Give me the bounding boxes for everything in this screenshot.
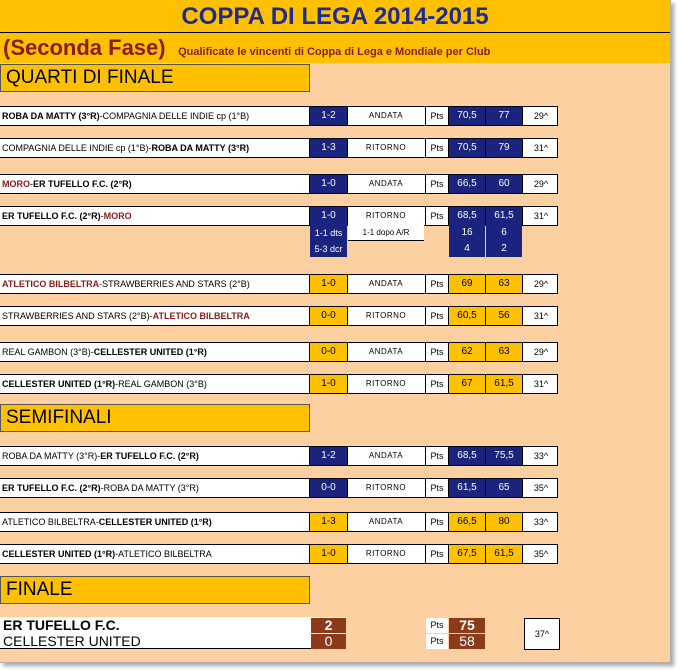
matchday: 29^ xyxy=(533,179,549,189)
cell-divider xyxy=(522,375,523,393)
cell-divider xyxy=(557,107,558,125)
cell-divider xyxy=(557,275,558,293)
cell-divider xyxy=(309,447,310,465)
cell-divider xyxy=(347,513,348,531)
match-row xyxy=(0,106,558,126)
home-points: 68,5 xyxy=(449,447,485,465)
cell-divider xyxy=(522,479,523,497)
away-team: STRAWBERRIES AND STARS (2°B) xyxy=(102,279,250,289)
cell-divider xyxy=(309,375,310,393)
away-points: 61,5 xyxy=(486,545,522,563)
match-teams xyxy=(2,545,307,563)
match-teams xyxy=(2,139,307,157)
final-goals-1: 2 xyxy=(311,618,346,633)
team-separator: - xyxy=(100,211,104,221)
cell-divider xyxy=(522,513,523,531)
cell-divider xyxy=(425,139,426,157)
cell-divider xyxy=(448,479,449,497)
matchday: 29^ xyxy=(533,347,549,357)
match-teams xyxy=(2,275,307,293)
cell-divider xyxy=(448,545,449,563)
match-leg: RITORNO xyxy=(365,549,407,558)
pts-label: Pts xyxy=(430,311,444,321)
team-separator: - xyxy=(149,311,153,321)
match-row xyxy=(0,512,558,532)
match-teams xyxy=(2,107,307,125)
aggregate-note: 1-1 dopo A/R xyxy=(348,225,424,241)
pts-label: Pts xyxy=(430,143,444,153)
home-team: COMPAGNIA DELLE INDIE cp (1°B) xyxy=(2,143,149,153)
match-row xyxy=(0,174,558,194)
away-team: ER TUFELLO F.C. (2°R) xyxy=(33,179,132,189)
pts-label: Pts xyxy=(430,279,444,289)
cell-divider xyxy=(347,479,348,497)
match-row xyxy=(0,274,558,294)
away-points: 80 xyxy=(486,513,522,531)
away-team: CELLESTER UNITED (1°R) xyxy=(98,517,212,527)
home-team: STRAWBERRIES AND STARS (2°B) xyxy=(2,311,150,321)
match-score: 1-0 xyxy=(310,275,347,293)
away-points: 77 xyxy=(486,107,522,125)
phase-label: (Seconda Fase) xyxy=(3,35,166,60)
cell-divider xyxy=(425,513,426,531)
cell-divider xyxy=(448,107,449,125)
away-points: 65 xyxy=(486,479,522,497)
matchday: 31^ xyxy=(533,211,549,221)
home-points: 70,5 xyxy=(449,107,485,125)
home-team: ATLETICO BILBELTRA xyxy=(2,517,96,527)
final-goals-2: 0 xyxy=(311,634,346,649)
cell-divider xyxy=(557,479,558,497)
cell-divider xyxy=(425,447,426,465)
cell-divider xyxy=(309,545,310,563)
cell-divider xyxy=(522,307,523,325)
home-points: 60,5 xyxy=(449,307,485,325)
home-points: 68,5 xyxy=(449,207,485,225)
cell-divider xyxy=(425,375,426,393)
match-leg: RITORNO xyxy=(365,311,407,320)
cell-divider xyxy=(522,343,523,361)
cell-divider xyxy=(522,175,523,193)
cell-divider xyxy=(557,139,558,157)
cell-divider xyxy=(448,513,449,531)
qualification-note: Qualificate le vincenti di Coppa di Lega e Mondiale per Club xyxy=(178,46,491,58)
match-score: 1-2 xyxy=(310,107,347,125)
final-team-1-row xyxy=(0,617,345,633)
match-row xyxy=(0,306,558,326)
cell-divider xyxy=(448,447,449,465)
final-pts-label-2: Pts xyxy=(426,634,448,649)
away-team: ER TUFELLO F.C. (2°R) xyxy=(100,451,199,461)
page-title: COPPA DI LEGA 2014-2015 xyxy=(0,0,670,33)
home-team: ER TUFELLO F.C. (2°R) xyxy=(2,483,101,493)
cell-divider xyxy=(347,343,348,361)
home-team: ROBA DA MATTY (3°R) xyxy=(2,451,98,461)
matchday: 33^ xyxy=(533,517,549,527)
cell-divider xyxy=(309,275,310,293)
cell-divider xyxy=(347,307,348,325)
match-row xyxy=(0,342,558,362)
team-separator: - xyxy=(148,143,152,153)
match-score: 1-2 xyxy=(310,447,347,465)
cell-divider xyxy=(448,139,449,157)
cell-divider xyxy=(309,307,310,325)
away-team: ROBA DA MATTY (3°R) xyxy=(151,143,250,153)
match-leg: RITORNO xyxy=(365,143,407,152)
away-points: 56 xyxy=(486,307,522,325)
cell-divider xyxy=(309,207,310,225)
cell-divider xyxy=(485,175,486,193)
matchday: 29^ xyxy=(533,111,549,121)
home-points: 61,5 xyxy=(449,479,485,497)
away-points: 63 xyxy=(486,275,522,293)
cell-divider xyxy=(522,207,523,225)
match-leg: ANDATA xyxy=(368,179,404,188)
away-team: REAL GAMBON (3°B) xyxy=(118,379,207,389)
away-team: CELLESTER UNITED (1°R) xyxy=(93,347,207,357)
match-teams xyxy=(2,207,307,225)
match-score: 1-3 xyxy=(310,513,347,531)
cell-divider xyxy=(448,207,449,225)
cell-divider xyxy=(425,479,426,497)
match-score: 1-0 xyxy=(310,207,347,225)
pts-label: Pts xyxy=(430,347,444,357)
home-points: 62 xyxy=(449,343,485,361)
match-teams xyxy=(2,175,307,193)
cell-divider xyxy=(309,139,310,157)
away-team: ATLETICO BILBELTRA xyxy=(152,311,250,321)
team-separator: - xyxy=(100,483,104,493)
final-team-1: ER TUFELLO F.C. xyxy=(3,617,120,633)
match-teams xyxy=(2,343,307,361)
section-quarti: QUARTI DI FINALE xyxy=(0,64,310,92)
home-points: 66,5 xyxy=(449,175,485,193)
cell-divider xyxy=(309,343,310,361)
match-teams xyxy=(2,513,307,531)
final-points-1: 75 xyxy=(449,618,485,633)
cell-divider xyxy=(557,375,558,393)
match-teams xyxy=(2,447,307,465)
pts-label: Pts xyxy=(430,451,444,461)
team-separator: - xyxy=(99,111,103,121)
team-separator: - xyxy=(95,517,99,527)
pts-label: Pts xyxy=(430,483,444,493)
cell-divider xyxy=(347,139,348,157)
cell-divider xyxy=(485,375,486,393)
cell-divider xyxy=(448,343,449,361)
team-separator: - xyxy=(30,179,33,189)
match-row xyxy=(0,478,558,498)
extra-points-4: 2 xyxy=(486,241,522,257)
cell-divider xyxy=(309,513,310,531)
cell-divider xyxy=(425,207,426,225)
team-separator: - xyxy=(97,451,101,461)
cell-divider xyxy=(425,175,426,193)
matchday: 31^ xyxy=(533,143,549,153)
pts-label: Pts xyxy=(430,379,444,389)
match-score: 0-0 xyxy=(310,343,347,361)
match-row xyxy=(0,138,558,158)
home-team: ER TUFELLO F.C. (2°R) xyxy=(2,211,101,221)
away-points: 60 xyxy=(486,175,522,193)
cell-divider xyxy=(485,207,486,225)
home-team: ROBA DA MATTY (3°R) xyxy=(2,111,100,121)
matchday: 31^ xyxy=(533,379,549,389)
away-points: 79 xyxy=(486,139,522,157)
match-score: 1-3 xyxy=(310,139,347,157)
cell-divider xyxy=(425,307,426,325)
match-teams xyxy=(2,375,307,393)
cell-divider xyxy=(448,175,449,193)
away-points: 75,5 xyxy=(486,447,522,465)
cell-divider xyxy=(485,447,486,465)
away-points: 61,5 xyxy=(486,207,522,225)
away-team: MORO xyxy=(103,211,132,221)
pts-label: Pts xyxy=(430,111,444,121)
away-team: ATLETICO BILBELTRA xyxy=(118,549,212,559)
extra-points-2: 6 xyxy=(486,225,522,241)
extra-points-3: 4 xyxy=(449,241,485,257)
cell-divider xyxy=(485,545,486,563)
cell-divider xyxy=(522,275,523,293)
cell-divider xyxy=(425,343,426,361)
matchday: 29^ xyxy=(533,279,549,289)
away-points: 63 xyxy=(486,343,522,361)
match-score: 1-0 xyxy=(310,175,347,193)
cell-divider xyxy=(522,139,523,157)
home-points: 67,5 xyxy=(449,545,485,563)
cell-divider xyxy=(347,175,348,193)
team-separator: - xyxy=(99,279,103,289)
home-points: 69 xyxy=(449,275,485,293)
cell-divider xyxy=(309,479,310,497)
home-team: REAL GAMBON (3°B) xyxy=(2,347,91,357)
matchday: 33^ xyxy=(533,451,549,461)
cell-divider xyxy=(557,175,558,193)
match-leg: RITORNO xyxy=(365,483,407,492)
cell-divider xyxy=(557,513,558,531)
match-leg: ANDATA xyxy=(368,347,404,356)
pts-label: Pts xyxy=(430,549,444,559)
final-pts-label-1: Pts xyxy=(426,618,448,633)
cell-divider xyxy=(347,447,348,465)
cell-divider xyxy=(485,343,486,361)
match-row xyxy=(0,206,558,226)
home-team: ATLETICO BILBELTRA xyxy=(2,279,100,289)
away-points: 61,5 xyxy=(486,375,522,393)
cell-divider xyxy=(347,107,348,125)
section-semi: SEMIFINALI xyxy=(0,404,310,432)
home-team: CELLESTER UNITED (1°R) xyxy=(2,379,116,389)
cell-divider xyxy=(557,207,558,225)
cell-divider xyxy=(347,207,348,225)
match-leg: ANDATA xyxy=(368,451,404,460)
team-separator: - xyxy=(115,379,119,389)
cell-divider xyxy=(485,107,486,125)
pts-label: Pts xyxy=(430,211,444,221)
match-leg: ANDATA xyxy=(368,279,404,288)
extra-time-score: 1-1 dts xyxy=(310,225,347,241)
final-team-2-row xyxy=(0,633,345,649)
pts-label: Pts xyxy=(430,179,444,189)
cell-divider xyxy=(557,545,558,563)
cell-divider xyxy=(309,175,310,193)
match-row xyxy=(0,446,558,466)
match-teams xyxy=(2,307,307,325)
matchday: 35^ xyxy=(533,483,549,493)
match-score: 0-0 xyxy=(310,307,347,325)
away-team: COMPAGNIA DELLE INDIE cp (1°B) xyxy=(102,111,250,121)
match-leg: RITORNO xyxy=(365,379,407,388)
match-score: 0-0 xyxy=(310,479,347,497)
cell-divider xyxy=(448,307,449,325)
cell-divider xyxy=(347,375,348,393)
cell-divider xyxy=(309,107,310,125)
cell-divider xyxy=(347,275,348,293)
home-team: MORO xyxy=(2,179,30,189)
cell-divider xyxy=(448,375,449,393)
away-team: ROBA DA MATTY (3°R) xyxy=(103,483,199,493)
cell-divider xyxy=(485,479,486,497)
cell-divider xyxy=(557,343,558,361)
section-finale: FINALE xyxy=(0,576,310,604)
team-separator: - xyxy=(115,549,119,559)
cell-divider xyxy=(425,545,426,563)
matchday: 35^ xyxy=(533,549,549,559)
home-points: 70,5 xyxy=(449,139,485,157)
cell-divider xyxy=(347,545,348,563)
matchday: 31^ xyxy=(533,311,549,321)
cell-divider xyxy=(485,139,486,157)
match-leg: ANDATA xyxy=(368,111,404,120)
match-leg: ANDATA xyxy=(368,517,404,526)
cell-divider xyxy=(522,107,523,125)
cell-divider xyxy=(485,307,486,325)
final-matchday: 37^ xyxy=(524,618,560,650)
subtitle-bar xyxy=(0,33,670,63)
cell-divider xyxy=(425,107,426,125)
match-teams xyxy=(2,479,307,497)
match-row xyxy=(0,374,558,394)
cell-divider xyxy=(425,275,426,293)
pts-label: Pts xyxy=(430,517,444,527)
extra-points-1: 16 xyxy=(449,225,485,241)
cell-divider xyxy=(485,275,486,293)
home-points: 66,5 xyxy=(449,513,485,531)
final-points-2: 58 xyxy=(449,634,485,649)
cell-divider xyxy=(557,447,558,465)
match-leg: RITORNO xyxy=(365,211,407,220)
cell-divider xyxy=(485,513,486,531)
final-team-2: CELLESTER UNITED xyxy=(3,633,141,649)
match-score: 1-0 xyxy=(310,375,347,393)
cell-divider xyxy=(522,447,523,465)
team-separator: - xyxy=(90,347,94,357)
match-row xyxy=(0,544,558,564)
home-points: 67 xyxy=(449,375,485,393)
cell-divider xyxy=(448,275,449,293)
cell-divider xyxy=(522,545,523,563)
cell-divider xyxy=(557,307,558,325)
penalty-score: 5-3 dcr xyxy=(310,241,347,257)
match-score: 1-0 xyxy=(310,545,347,563)
home-team: CELLESTER UNITED (1°R) xyxy=(2,549,116,559)
